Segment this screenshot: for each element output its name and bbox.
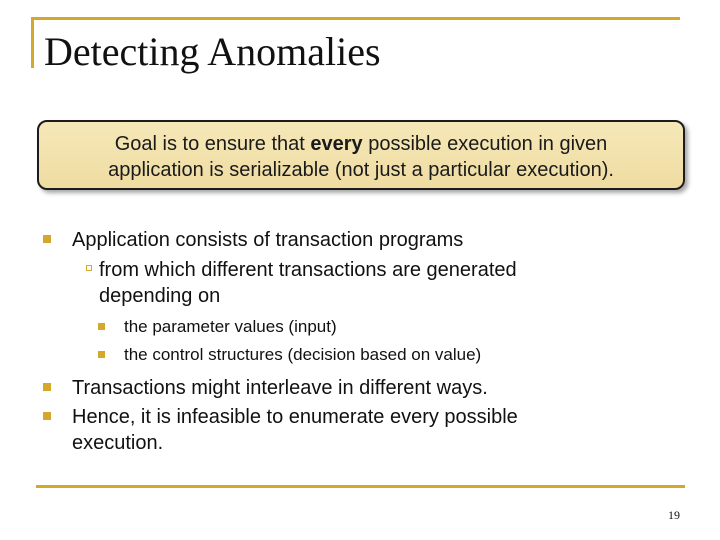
square-bullet-icon bbox=[43, 235, 51, 243]
hollow-square-bullet-icon bbox=[86, 265, 92, 271]
callout-emphasis: every bbox=[310, 133, 363, 155]
sub-bullet-text-line1: from which different transactions are generated bbox=[99, 259, 517, 281]
sub-sub-bullet-text: the control structures (decision based on value) bbox=[124, 345, 482, 364]
bullet-3-text-line2: execution. bbox=[72, 432, 164, 454]
bullet-3-text-line1: Hence, it is infeasible to enumerate every possible bbox=[72, 406, 518, 428]
sub-sub-bullet-text: the parameter values (input) bbox=[124, 317, 337, 336]
small-square-bullet-icon bbox=[98, 323, 105, 330]
footer-rule bbox=[36, 485, 685, 488]
title-rule-vertical bbox=[31, 17, 34, 68]
title-rule-horizontal bbox=[31, 17, 680, 20]
callout-line-2: application is serializable (not just a particular execution). bbox=[108, 159, 614, 181]
goal-callout-box bbox=[37, 120, 685, 190]
sub-bullet-text-line2: depending on bbox=[99, 285, 221, 307]
square-bullet-icon bbox=[43, 412, 51, 420]
callout-text-before: Goal is to ensure that bbox=[114, 133, 311, 155]
slide-title: Detecting Anomalies bbox=[44, 29, 381, 74]
bullet-1-text: Application consists of transaction programs bbox=[72, 229, 464, 251]
callout-text-after: possible execution in given bbox=[362, 133, 608, 155]
callout-line-1 bbox=[39, 132, 683, 156]
square-bullet-icon bbox=[43, 383, 51, 391]
bullet-2-text: Transactions might interleave in different ways. bbox=[72, 377, 488, 399]
page-number: 19 bbox=[668, 508, 680, 522]
small-square-bullet-icon bbox=[98, 351, 105, 358]
